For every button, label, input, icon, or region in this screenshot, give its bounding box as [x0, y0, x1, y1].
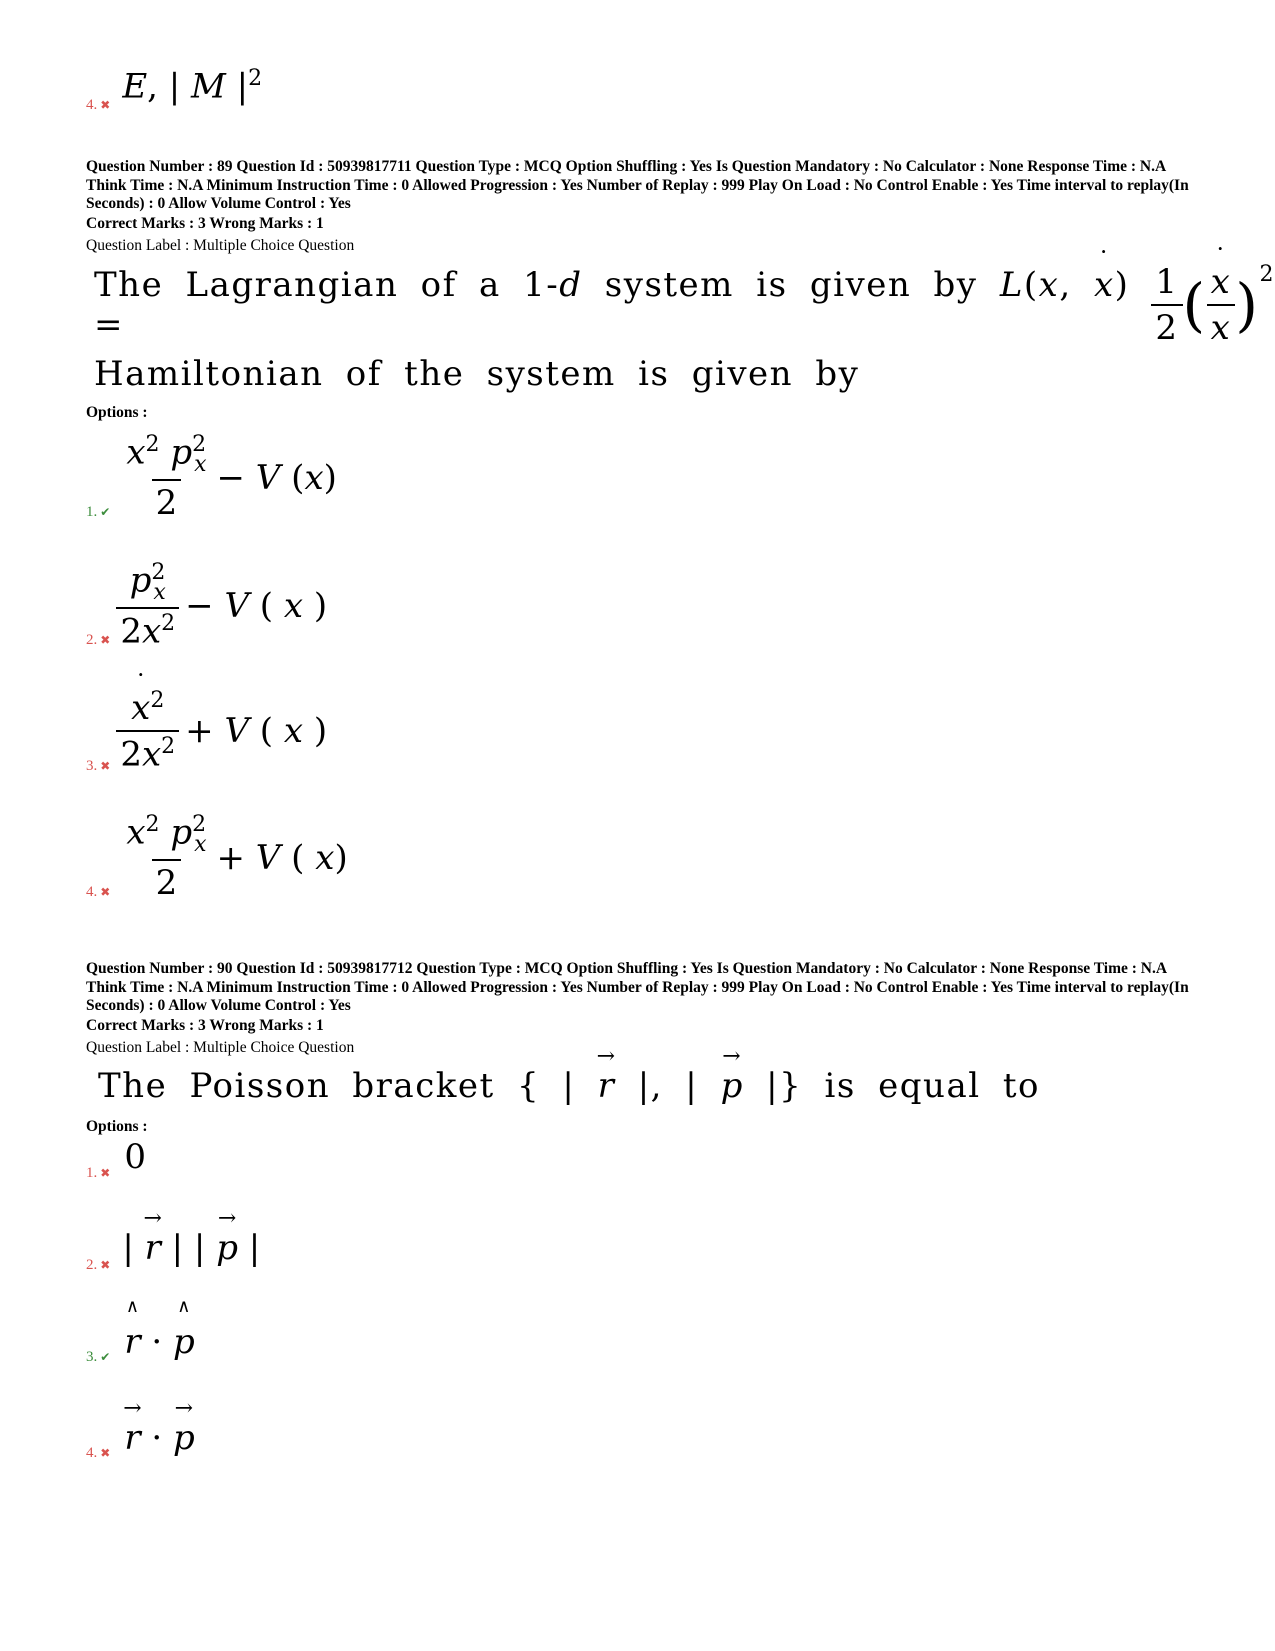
cross-icon: ✖: [100, 98, 111, 112]
question-label: Question Label : Multiple Choice Question: [86, 1039, 355, 1056]
option-formula: E, | M $|^2$: [122, 66, 263, 107]
option-number: 2. ✖: [86, 632, 111, 649]
option-number: 1. ✖: [86, 1165, 111, 1181]
cross-icon: ✖: [100, 885, 111, 900]
option-formula: $\frac{x^2 p^2_x}{2}$ + V ( x): [126, 812, 348, 904]
option-number: 1. ✔: [86, 504, 111, 521]
option-formula: $\frac{p^2_x}{2x^2}$ − V ( x ): [116, 560, 327, 651]
question-meta: Question Number : 90 Question Id : 50939817712 Question Type : MCQ Option Shuffling : Yes Is Question Mandatory : No Calculator : None Response Time : N.A Think Time : N.A Minimum Instruction Time : 0 Allowed Progression : Yes Number of Replay : 999 Play On Load : No Control Enable : Yes Time interval to replay(In Seconds) : 0 Allow Volume Control : Yes: [86, 960, 1189, 1014]
option-formula: $\frac{x^2 p^2_x}{2}$ − V (x): [126, 432, 337, 524]
prev-option-4: [86, 60, 262, 113]
cross-icon: ✖: [100, 633, 111, 648]
option-number: 3. ✖: [86, 757, 111, 774]
question-marks: Correct Marks : 3 Wrong Marks : 1: [86, 215, 324, 232]
option-formula: 0: [124, 1136, 146, 1177]
option-number: 2. ✖: [86, 1257, 111, 1273]
check-icon: ✔: [100, 1350, 111, 1364]
question-stem-line1: The Lagrangian of a 1-d system is given by L(x, ˙ x) = $\frac{1}{2}$ ( ˙ $\frac{x}{x}$ ) $^2$: [94, 262, 1275, 348]
question-stem: The Poisson bracket { | → r |, | → p |} is equal to: [98, 1066, 1040, 1106]
option-number: 3. ✔: [86, 1349, 111, 1365]
options-header: Options :: [86, 1118, 148, 1135]
check-icon: ✔: [100, 505, 111, 520]
question-label: Question Label : Multiple Choice Question: [86, 237, 355, 254]
cross-icon: ✖: [100, 1166, 111, 1180]
option-2[interactable]: [86, 560, 327, 651]
option-4[interactable]: [86, 812, 348, 903]
option-4[interactable]: [86, 1414, 195, 1461]
option-3[interactable]: [86, 1318, 195, 1365]
option-formula: ∧ r · ∧ p: [124, 1322, 194, 1362]
question-stem-line2: Hamiltonian of the system is given by: [94, 354, 860, 394]
cross-icon: ✖: [100, 1258, 111, 1272]
option-1[interactable]: [86, 1136, 146, 1181]
option-2[interactable]: [86, 1222, 260, 1273]
options-header: Options :: [86, 404, 148, 421]
option-1[interactable]: [86, 432, 337, 523]
option-formula: ˙ $\frac{x^2}{2x^2}$ + V ( x ): [116, 688, 327, 775]
cross-icon: ✖: [100, 1446, 111, 1460]
option-formula: | → r | | → p |: [122, 1228, 260, 1268]
option-number: 4. ✖: [86, 1445, 111, 1461]
question-marks: Correct Marks : 3 Wrong Marks : 1: [86, 1017, 324, 1034]
option-formula: → r · → p: [124, 1418, 194, 1458]
question-meta: Question Number : 89 Question Id : 50939817711 Question Type : MCQ Option Shuffling : Yes Is Question Mandatory : No Calculator : None Response Time : N.A Think Time : N.A Minimum Instruction Time : 0 Allowed Progression : Yes Number of Replay : 999 Play On Load : No Control Enable : Yes Time interval to replay(In Seconds) : 0 Allow Volume Control : Yes: [86, 158, 1189, 212]
cross-icon: ✖: [100, 758, 111, 773]
option-3[interactable]: [86, 688, 327, 775]
option-number: 4. ✖: [86, 97, 111, 113]
option-number: 4. ✖: [86, 884, 111, 901]
